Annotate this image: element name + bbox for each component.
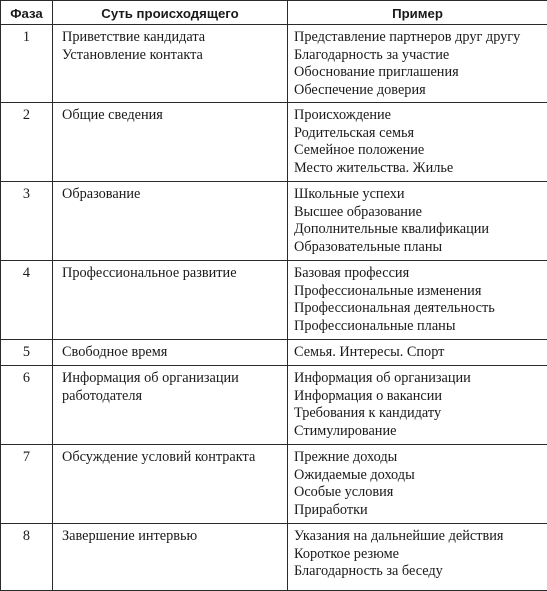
example-line: Ожидаемые доходы xyxy=(294,466,415,483)
phase-cell: 3 xyxy=(1,182,53,261)
example-line: Родительская семья xyxy=(294,124,415,141)
essence-cell xyxy=(53,524,288,591)
example-line: Семейное положение xyxy=(294,142,425,158)
table-row xyxy=(1,366,547,445)
example-line: Благодарность за беседу xyxy=(294,563,443,579)
example-cell xyxy=(288,445,547,524)
example-cell xyxy=(288,366,547,445)
example-line: Школьные успехи xyxy=(294,186,405,202)
table-row xyxy=(1,340,547,366)
example-line: Прежние доходы xyxy=(294,449,398,465)
example-line: Приработки xyxy=(294,501,368,518)
example-line: Высшее образование xyxy=(294,203,422,220)
example-line: Благодарность за участие xyxy=(294,46,450,63)
essence-cell xyxy=(53,25,288,103)
phase-cell: 5 xyxy=(1,340,53,366)
example-cell xyxy=(288,182,547,261)
example-line: Образовательные планы xyxy=(294,238,443,255)
essence-cell xyxy=(53,261,288,340)
table-row xyxy=(1,182,547,261)
table-row xyxy=(1,25,547,103)
example-cell xyxy=(288,25,547,103)
essence-line: Образование xyxy=(62,186,141,202)
example-line: Указания на дальнейшие действия xyxy=(294,528,504,544)
example-line: Короткое резюме xyxy=(294,545,399,562)
phase-cell: 6 xyxy=(1,366,53,445)
example-line: Требования к кандидату xyxy=(294,405,442,421)
table-row xyxy=(1,261,547,340)
example-cell xyxy=(288,340,547,366)
example-line: Стимулирование xyxy=(294,422,397,439)
essence-line: Общие сведения xyxy=(62,107,163,123)
example-line: Семья. Интересы. Спорт xyxy=(294,344,445,360)
example-cell xyxy=(288,524,547,591)
essence-line: Обсуждение условий контракта xyxy=(62,449,256,465)
essence-line: Свободное время xyxy=(62,344,168,360)
example-cell xyxy=(288,261,547,340)
essence-cell xyxy=(53,103,288,182)
phase-cell: 8 xyxy=(1,524,53,591)
header-row xyxy=(1,1,547,25)
essence-cell xyxy=(53,182,288,261)
table-row xyxy=(1,524,547,591)
example-line: Происхождение xyxy=(294,107,391,123)
essence-line: Завершение интервью xyxy=(62,528,198,544)
phase-cell: 4 xyxy=(1,261,53,340)
example-line: Информация об организации xyxy=(294,370,471,386)
essence-cell xyxy=(53,445,288,524)
phase-cell: 2 xyxy=(1,103,53,182)
essence-cell xyxy=(53,366,288,445)
example-line: Обоснование приглашения xyxy=(294,64,459,80)
table-row xyxy=(1,103,547,182)
header-phase: Фаза xyxy=(1,1,53,25)
header-example: Пример xyxy=(288,1,547,25)
example-line: Информация о вакансии xyxy=(294,387,443,404)
example-line: Дополнительные квалификации xyxy=(294,221,490,237)
example-line: Базовая профессия xyxy=(294,265,410,281)
essence-line: Приветствие кандидата xyxy=(62,29,206,45)
example-line: Профессиональные планы xyxy=(294,317,456,334)
example-line: Особые условия xyxy=(294,484,394,500)
essence-line: работодателя xyxy=(62,387,143,404)
essence-cell xyxy=(53,340,288,366)
example-line: Представление партнеров друг другу xyxy=(294,29,521,45)
example-line: Профессиональные изменения xyxy=(294,282,482,299)
header-essence: Суть происходящего xyxy=(53,1,288,25)
table-row xyxy=(1,445,547,524)
table-header xyxy=(1,1,547,25)
example-cell xyxy=(288,103,547,182)
phase-cell: 1 xyxy=(1,25,53,103)
phase-cell: 7 xyxy=(1,445,53,524)
essence-line: Установление контакта xyxy=(62,46,203,63)
table-body xyxy=(1,25,547,591)
example-line: Место жительства. Жилье xyxy=(294,159,454,176)
example-line: Профессиональная деятельность xyxy=(294,300,495,316)
essence-line: Профессиональное развитие xyxy=(62,265,237,281)
example-line: Обеспечение доверия xyxy=(294,81,426,98)
essence-line: Информация об организации xyxy=(62,370,239,386)
